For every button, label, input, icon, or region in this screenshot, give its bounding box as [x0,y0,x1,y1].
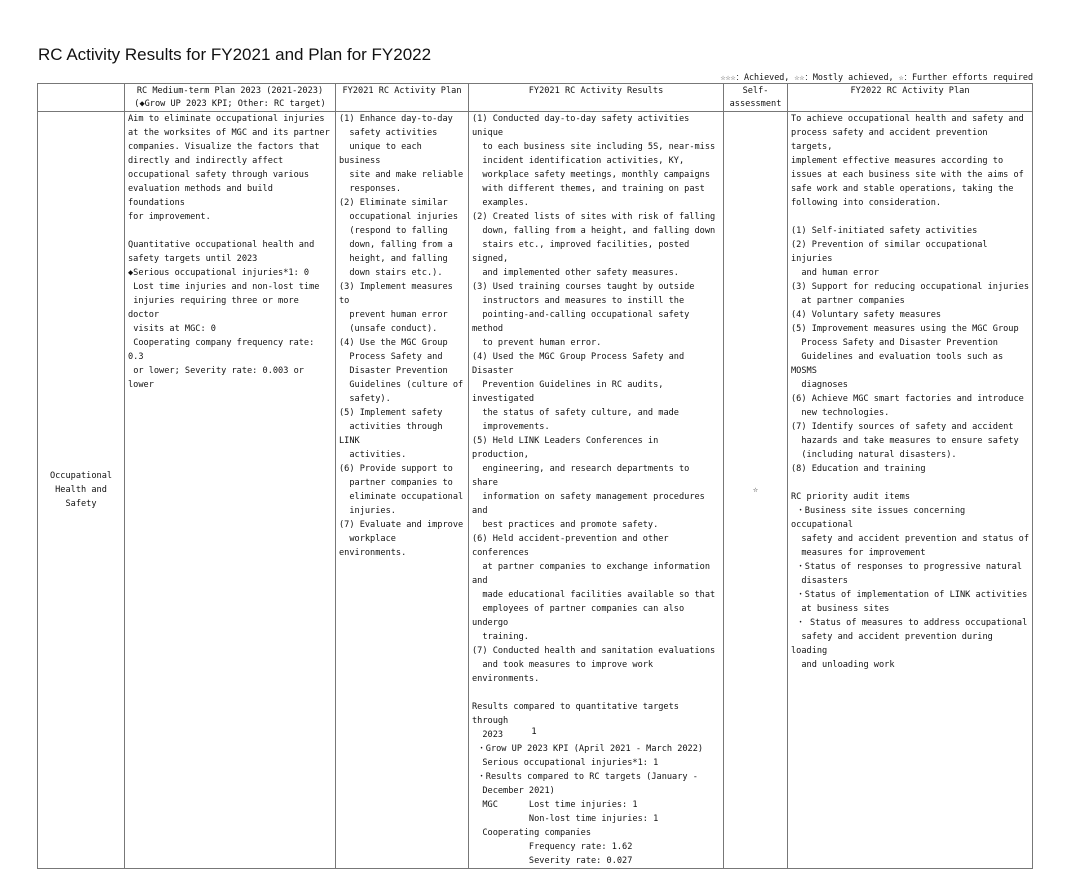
header-medium-term-plan: RC Medium-term Plan 2023 (2021-2023) (◆Grow UP 2023 KPI; Other: RC target) [125,84,336,112]
table-row [38,112,1033,869]
category-cell: Occupational Health and Safety [38,112,125,869]
self-assessment-cell: ☆ [724,112,788,869]
page-number: 1 [531,727,537,737]
header-category [38,84,125,112]
fy2022-plan-cell: To achieve occupational health and safety and process safety and accident prevention targets, implement effective measures according to issues at each business site with the aims of safe work and stable operations, taking the following into consideration. (1) Self-initiated safety activities (2) Prevention of similar occupational injuries and human error (3) Support for reducing occupational injuries at partner companies (4) Voluntary safety measures (5) Improvement measures using the MGC Group Process Safety and Disaster Prevention Guidelines and evaluation tools such as MOSMS diagnoses (6) Achieve MGC smart factories and introduce new technologies. (7) Identify sources of safety and accident hazards and take measures to ensure safety (including natural disasters). (8) Education and training RC priority audit items ・Business site issues concerning occupational safety and accident prevention and status of measures for improvement ・Status of responses to progressive natural disasters ・Status of implementation of LINK activities at business sites ・ Status of measures to address occupational safety and accident prevention during loading and unloading work [788,112,1033,869]
table-header-row [38,84,1033,112]
fy2021-results-cell: (1) Conducted day-to-day safety activities unique to each business site including 5S, near-miss incident identification activities, KY, workplace safety meetings, monthly campaigns with different themes, and training on past examples. (2) Created lists of sites with risk of falling down, falling from a height, and falling down stairs etc., improved facilities, posted signed, and implemented other safety measures. (3) Used training courses taught by outside instructors and measures to instill the pointing-and-calling occupational safety method to prevent human error. (4) Used the MGC Group Process Safety and Disaster Prevention Guidelines in RC audits, investigated the status of safety culture, and made improvements. (5) Held LINK Leaders Conferences in production, engineering, and research departments to share information on safety management procedures and best practices and promote safety. (6) Held accident-prevention and other conferences at partner companies to exchange information and made educational facilities available so that employees of partner companies can also undergo training. (7) Conducted health and sanitation evaluations and took measures to improve work environments. Results compared to quantitative targets through 2023 ・Grow UP 2023 KPI (April 2021 - March 2022) Serious occupational injuries*1: 1 ・Results compared to RC targets (January - December 2021) MGC Lost time injuries: 1 Non-lost time injuries: 1 Cooperating companies Frequency rate: 1.62 Severity rate: 0.027 [469,112,724,869]
header-self-assessment: Self- assessment [724,84,788,112]
rc-activity-table [37,83,1033,869]
header-fy2022-plan: FY2022 RC Activity Plan [788,84,1033,112]
header-fy2021-plan: FY2021 RC Activity Plan [336,84,469,112]
header-fy2021-results: FY2021 RC Activity Results [469,84,724,112]
assessment-legend: ☆☆☆：Achieved, ☆☆：Mostly achieved, ☆：Further efforts required [720,72,1033,82]
page-title: RC Activity Results for FY2021 and Plan for FY2022 [38,45,432,64]
medium-term-plan-cell: Aim to eliminate occupational injuries at the worksites of MGC and its partner companies. Visualize the factors that directly and indirectly affect occupational safety through various evaluation methods and build foundations for improvement. Quantitative occupational health and safety targets until 2023 ◆Serious occupational injuries*1: 0 Lost time injuries and non-lost time injuries requiring three or more doctor visits at MGC: 0 Cooperating company frequency rate: 0.3 or lower; Severity rate: 0.003 or lower [125,112,336,869]
fy2021-plan-cell: (1) Enhance day-to-day safety activities unique to each business site and make reliable responses. (2) Eliminate similar occupational injuries (respond to falling down, falling from a height, and falling down stairs etc.). (3) Implement measures to prevent human error (unsafe conduct). (4) Use the MGC Group Process Safety and Disaster Prevention Guidelines (culture of safety). (5) Implement safety activities through LINK activities. (6) Provide support to partner companies to eliminate occupational injuries. (7) Evaluate and improve workplace environments. [336,112,469,869]
